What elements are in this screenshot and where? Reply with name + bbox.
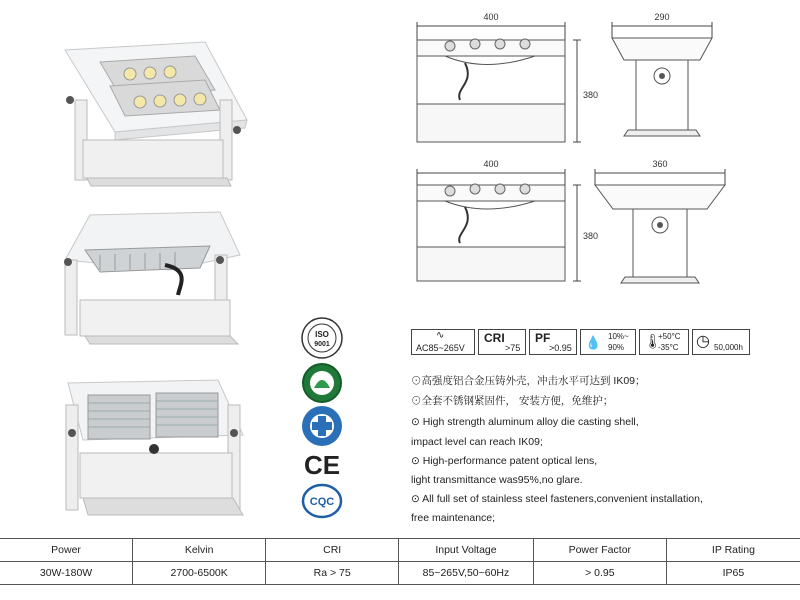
humidity-high: 10%~ [608,332,629,341]
cri-value: >75 [505,343,521,353]
drawing-bottom-side [585,155,735,290]
humidity-low: 90% [608,343,625,352]
iso-text: ISO [315,330,329,339]
humidity-badge [580,329,636,355]
spec-table [0,538,800,585]
ce-mark-logo: CE [303,450,341,480]
dim-width-top: 400 [483,12,499,22]
dim-depth-top: 290 [654,12,670,22]
feature-line-1: ⊙高强度铝合金压铸外壳，冲击水平可达到 IK09； [411,375,646,387]
dim-width-bottom: 400 [483,159,499,169]
feature-line-4: impact level can reach IK09; [411,436,543,448]
drawing-top-front [405,8,610,153]
clock-icon: ◷ [696,333,710,350]
drawing-bottom-front [405,155,610,290]
header-input-voltage: Input Voltage [399,539,534,562]
product-photo-rear [60,210,250,345]
thermometer-icon: 🌡 [644,333,662,349]
feature-line-5: ⊙ High-performance patent optical lens, [411,455,598,467]
header-cri: CRI [266,539,399,562]
product-photo-front [55,40,250,190]
value-ip-rating: IP65 [666,562,800,585]
feature-line-6: light transmittance was95%,no glare. [411,474,583,486]
value-input-voltage: 85~265V,50~60Hz [399,562,534,585]
value-power-factor: > 0.95 [533,562,666,585]
water-drop-icon: 💧 [585,335,602,350]
quality-certification-logo [300,404,344,448]
feature-line-8: free maintenance; [411,512,496,524]
pf-title: PF [535,331,551,345]
lifetime-value: 50,000h [714,343,743,352]
dim-depth-bottom: 360 [652,159,668,169]
header-kelvin: Kelvin [133,539,266,562]
green-certification-logo [301,362,343,404]
iso-sub-text: 9001 [314,341,330,348]
cqc-text: CQC [309,496,335,508]
dim-height-top: 380 [583,90,599,100]
value-cri: Ra > 75 [266,562,399,585]
product-photo-heatsink [58,375,253,525]
iso-certification-logo [300,316,344,360]
spec-header-row [0,539,800,562]
temp-high: +50°C [658,332,681,341]
header-power-factor: Power Factor [533,539,666,562]
lifetime-badge [692,329,750,355]
temp-low: -35°C [658,343,679,352]
value-power: 30W-180W [0,562,133,585]
feature-line-7: ⊙ All full set of stainless steel fasteners,convenient installation, [411,493,703,505]
value-kelvin: 2700-6500K [133,562,266,585]
cqc-certification-logo [301,483,343,519]
dim-height-bottom: 380 [583,231,599,241]
pf-value: >0.95 [549,343,572,353]
pf-badge [529,329,577,355]
spec-value-row [0,562,800,585]
drawing-top-side [600,8,725,143]
feature-line-3: ⊙ High strength aluminum alloy die casting shell, [411,416,639,428]
header-ip-rating: IP Rating [666,539,800,562]
cri-badge [478,329,526,355]
voltage-value: AC85~265V [416,343,465,353]
cri-title: CRI [484,331,505,345]
temperature-badge [639,329,689,355]
wave-icon: ∿ [436,330,445,341]
voltage-badge [411,329,475,355]
feature-line-2: ⊙全套不锈钢紧固件， 安装方便，免维护； [411,395,614,407]
header-power: Power [0,539,133,562]
